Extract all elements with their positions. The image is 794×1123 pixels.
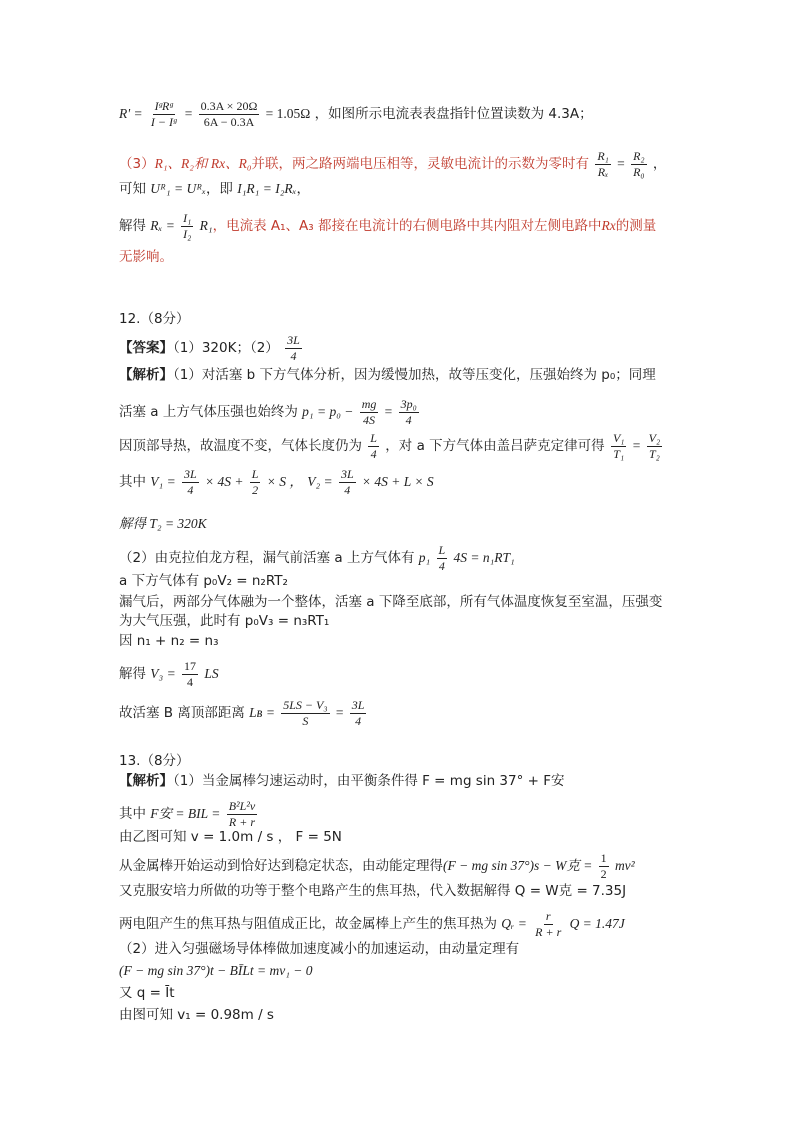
fraction: $\frac{\text{V₂}}{\text{T₂}}$ <box>648 431 661 461</box>
q13-explanation-line-5: 又克服安培力所做的功等于整个电路产生的焦耳热，代入数据解得 Q = W克 = 7.35J <box>119 883 627 899</box>
fraction: $\frac{\text{3p₀}}{4}$ <box>400 397 417 427</box>
math: R' = <box>119 106 143 121</box>
fraction: $\frac{3L}{4}$ <box>287 333 300 363</box>
fraction: $\frac{mg}{4S}$ <box>361 397 377 427</box>
q12-explanation-line-3: 因顶部导热，故温度不变，气体长度仍为 $\frac{L}{4}$ ，对 a 下方气体由盖吕萨克定律可得 $\frac{\text{V₁}}{\text{T₁}}$ = $\frac{\text{V₂}}{\text{T₂}}$ <box>119 431 661 461</box>
fraction: $\frac{0.3A \times 20\Omega}{6A - 0.3A}$ <box>200 99 258 129</box>
solve-rx-line: 解得 Rₓ = $\frac{\text{I₁}}{\text{I₂}}$ R₁，电流表 A₁、A₃ 都接在电流计的右侧电路中其内阻对左侧电路中Rx的测量 <box>119 211 657 241</box>
q13-explanation-line-7: （2）进入匀强磁场导体棒做加速度减小的加速运动，由动量定理有 <box>119 941 520 957</box>
fraction: $\frac{L}{4}$ <box>438 543 446 573</box>
fraction: $\frac{\text{B²L²v}}{R + r}$ <box>228 799 256 829</box>
q12-explanation-line-1: 【解析】（1）对活塞 b 下方气体分析，因为缓慢加热，故等压变化，压强始终为 p₀；同理 <box>119 367 656 383</box>
fraction: $\frac{\text{V₁}}{\text{T₁}}$ <box>612 431 625 461</box>
q12-explanation-line-10: 因 n₁ + n₂ = n₃ <box>119 633 219 649</box>
fraction: $\frac{3L}{4}$ <box>351 698 365 728</box>
q13-explanation-line-3: 由乙图可知 v = 1.0m / s ， F = 5N <box>119 829 342 845</box>
q12-explanation-line-12: 故活塞 B 离顶部距离 Lʙ = $\frac{\text{5LS − V₃}}{S}$ = $\frac{3L}{4}$ <box>119 698 365 728</box>
q13-explanation-line-2: 其中 F安 = BIL = $\frac{\text{B²L²v}}{R + r}$ <box>119 799 256 829</box>
fraction: $\frac{L}{2}$ <box>251 467 259 497</box>
q12-explanation-line-5: 解得 T₂ = 320K <box>119 516 207 531</box>
question-13-heading: 13.（8分） <box>119 753 190 769</box>
formula-line-r-prime: R' = $\frac{\text{IᵍRᵍ}}{\text{I − Iᵍ}}$ = $\frac{0.3A \times 20\Omega}{6A - 0.3A}$ = 1.05Ω ，如图所示电流表表盘指针位置读数为 4.3A； <box>119 99 593 129</box>
q12-explanation-line-11: 解得 V₃ = $\frac{17}{4}$ LS <box>119 659 219 689</box>
parallel-condition-line: （3）R₁、R₂和 Rx、R₀并联，两之路两端电压相等，灵敏电流计的示数为零时有 $\frac{\text{R₁}}{\text{Rₓ}}$ = $\frac{\text{R₂}}{\text{R₀}}$ ， <box>119 149 667 179</box>
fraction: $\frac{r}{R + r}$ <box>535 909 562 939</box>
q12-explanation-line-7: a 下方气体有 p₀V₂ = n₂RT₂ <box>119 573 288 589</box>
question-12-heading: 12.（8分） <box>119 311 190 327</box>
q13-explanation-line-10: 由图可知 v₁ = 0.98m / s <box>119 1007 274 1023</box>
fraction: $\frac{\text{IᵍRᵍ}}{\text{I − Iᵍ}}$ <box>150 99 177 129</box>
q12-answer-line: 【答案】（1）320K；（2） $\frac{3L}{4}$ <box>119 333 300 363</box>
fraction: $\frac{\text{R₂}}{\text{R₀}}$ <box>633 149 645 179</box>
fraction: $\frac{3L}{4}$ <box>184 467 197 497</box>
q12-explanation-line-2: 活塞 a 上方气体压强也始终为 p₁ = p₀ − $\frac{mg}{4S}$ = $\frac{\text{3p₀}}{4}$ <box>119 397 417 427</box>
fraction: $\frac{\text{I₁}}{\text{I₂}}$ <box>183 211 192 241</box>
fraction: $\frac{17}{4}$ <box>184 659 197 689</box>
q12-explanation-line-9: 为大气压强，此时有 p₀V₃ = n₃RT₁ <box>119 613 330 629</box>
fraction: $\frac{L}{4}$ <box>370 431 377 461</box>
q13-explanation-line-1: 【解析】（1）当金属棒匀速运动时，由平衡条件得 F = mg sin 37° + F安 <box>119 773 565 789</box>
fraction: $\frac{3L}{4}$ <box>340 467 354 497</box>
q12-explanation-line-6: （2）由克拉伯龙方程，漏气前活塞 a 上方气体有 p₁ $\frac{L}{4}$ 4S = n₁RT₁ <box>119 543 515 573</box>
q12-explanation-line-8: 漏气后，两部分气体融为一个整体，活塞 a 下降至底部，所有气体温度恢复至室温，压强变 <box>119 594 663 610</box>
fraction: $\frac{\text{R₁}}{\text{Rₓ}}$ <box>597 149 609 179</box>
voltage-equal-line: 可知 Uᴿ₁ = Uᴿₓ，即 I₁R₁ = I₂Rₓ， <box>119 181 310 197</box>
no-effect-line: 无影响。 <box>119 249 173 265</box>
fraction: $\frac{1}{2}$ <box>600 851 607 881</box>
q13-explanation-line-9: 又 q = Īt <box>119 985 175 1001</box>
fraction: $\frac{\text{5LS − V₃}}{S}$ <box>283 698 328 728</box>
q13-explanation-line-6: 两电阻产生的焦耳热与阻值成正比，故金属棒上产生的焦耳热为 Qᵣ = $\frac{r}{R + r}$ Q = 1.47J <box>119 909 625 939</box>
q12-explanation-line-4: 其中 V₁ = $\frac{3L}{4}$ × 4S + $\frac{L}{2}$ × S ， V₂ = $\frac{3L}{4}$ × 4S + L × S <box>119 467 434 497</box>
q13-explanation-line-4: 从金属棒开始运动到恰好达到稳定状态，由动能定理得(F − mg sin 37°)s − W克 = $\frac{1}{2}$ mv² <box>119 851 635 881</box>
q13-explanation-line-8: (F − mg sin 37°)t − BĪLt = mv₁ − 0 <box>119 963 313 978</box>
